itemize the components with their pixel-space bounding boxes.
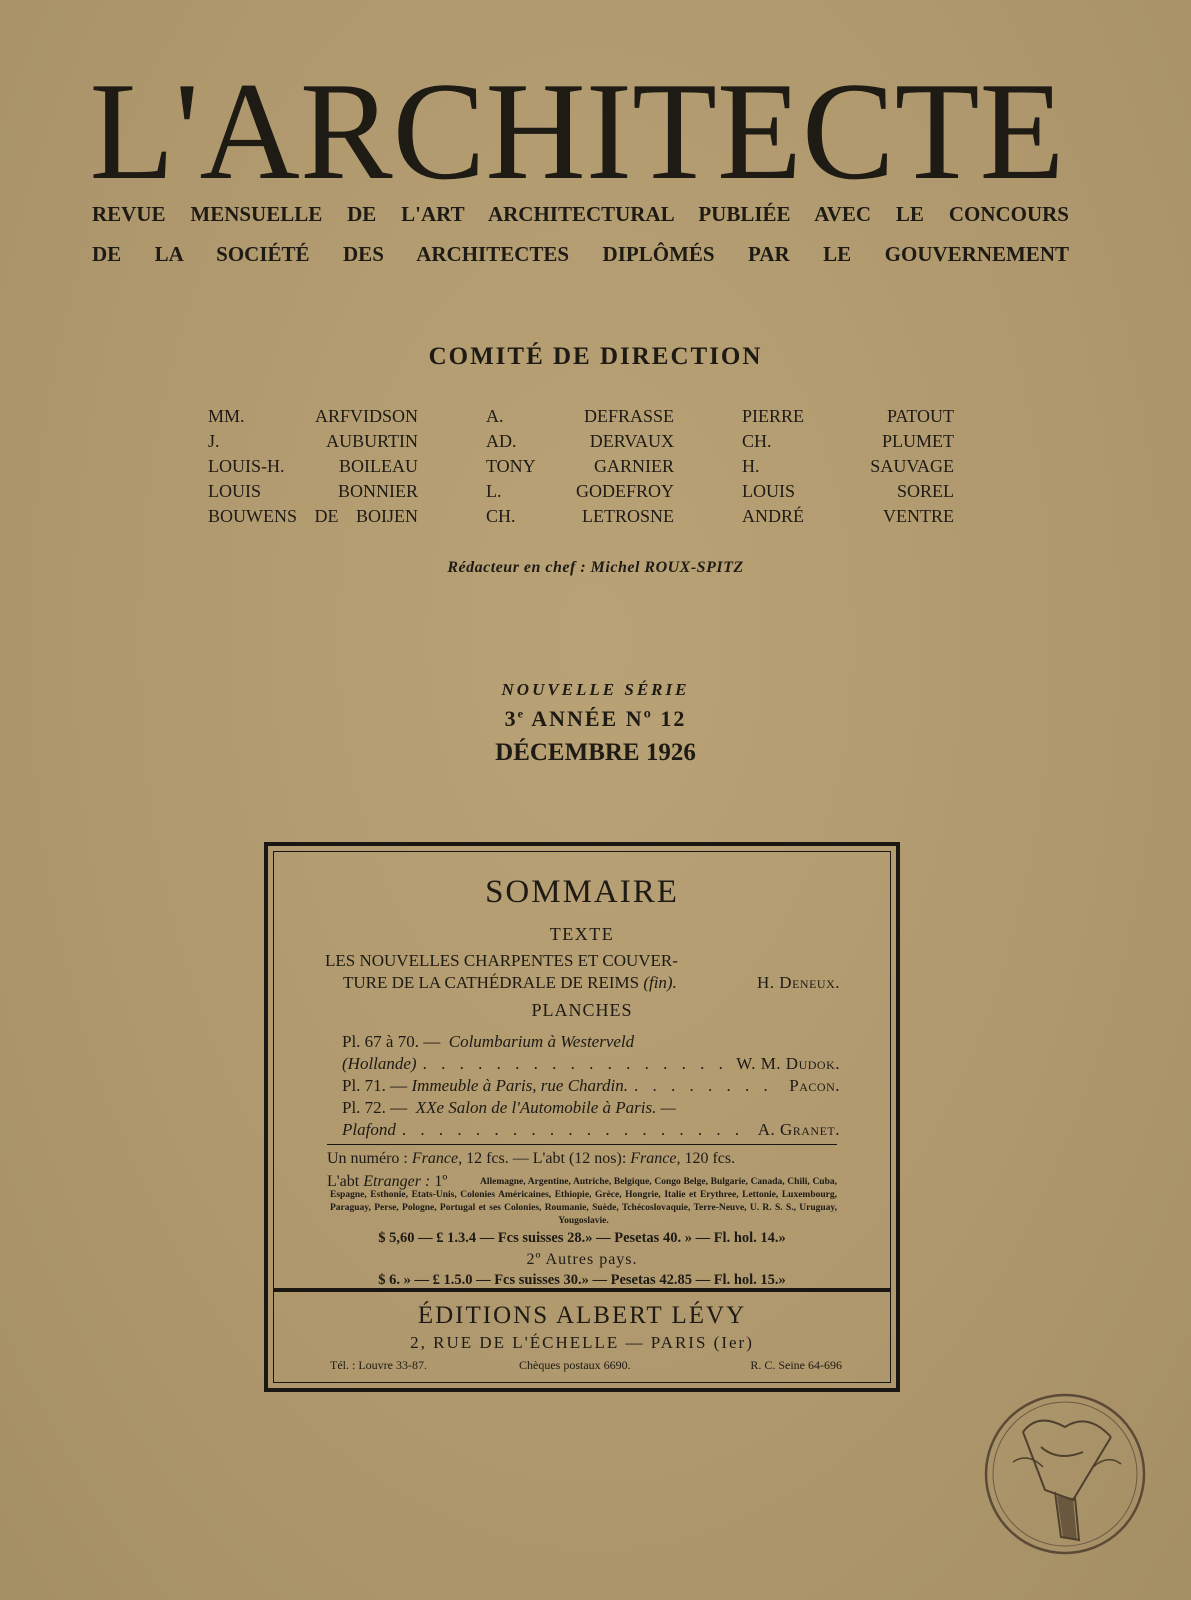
editeur-rc: R. C. Seine 64-696 [750,1358,842,1372]
masthead-title [85,62,1070,192]
comite-heading: COMITÉ DE DIRECTION [428,343,763,370]
library-stamp-icon [983,1392,1148,1557]
comite-member: H. SAUVAGE [742,456,954,476]
comite-member: J. AUBURTIN [208,431,418,451]
prix-etranger-2: $ 6. » — £ 1.5.0 — Fcs suisses 30.» — Pesetas 42.85 — Fl. hol. 15.» [378,1272,786,1288]
planche-72-sub: Plafond . . . A. Granet. [342,1120,840,1140]
comite-member: BOUWENS DE BOIJEN [208,506,418,526]
prix-numero: Un numéro : France, 12 fcs. — L'abt (12 nos): France, 120 fcs. [327,1150,736,1167]
comite-member: ANDRÉ VENTRE [742,506,954,526]
comite-member: A. DEFRASSE [486,406,674,426]
issue-date: DÉCEMBRE 1926 [495,739,696,766]
planche-72: Pl. 72. — XXe Salon de l'Automobile à Paris. — [342,1098,676,1117]
comite-column-2 [486,404,674,529]
comite-member: LOUIS SOREL [742,481,954,501]
comite-member: MM. ARFVIDSON [208,406,418,426]
redacteur-en-chef: Rédacteur en chef : Michel ROUX-SPITZ [447,559,744,576]
sommaire-box [264,842,900,1392]
abonnement-etranger: L'abt Etranger : 1º [327,1173,448,1190]
comite-member: LOUIS-H. BOILEAU [208,456,418,476]
comite-column-1 [208,404,418,529]
planche-71: Pl. 71. — Immeuble à Paris, rue Chardin. . . . Pacon. [342,1076,840,1096]
texte-article-line-1: LES NOUVELLES CHARPENTES ET COUVER- [325,951,678,970]
subtitle-line-1: REVUE MENSUELLE DE L'ART ARCHITECTURAL PUBLIÉE AVEC LE CONCOURS [92,202,1069,226]
prix-etranger-1: $ 5,60 — £ 1.3.4 — Fcs suisses 28.» — Pesetas 40. » — Fl. hol. 14.» [378,1230,786,1246]
comite-member: CH. PLUMET [742,431,954,451]
texte-article-line-2: TURE DE LA CATHÉDRALE DE REIMS (fin). H. Deneux. [343,973,840,992]
sommaire-heading: SOMMAIRE [485,874,679,910]
thick-divider [274,1288,890,1292]
comite-member: AD. DERVAUX [486,431,674,451]
editeur-telephone: Tél. : Louvre 33-87. [330,1358,427,1372]
subtitle-line-2: DE LA SOCIÉTÉ DES ARCHITECTES DIPLÔMÉS PAR LE GOUVERNEMENT [92,242,1069,266]
issue-number: 3e ANNÉE Nº 12 [504,706,687,731]
title-text: L'ARCHITECTE [89,62,1065,192]
planche-67-70: Pl. 67 à 70. — Columbarium à Westerveld [342,1032,635,1051]
editeur-address: 2, RUE DE L'ÉCHELLE — PARIS (Ier) [410,1333,754,1352]
comite-member: L. GODEFROY [486,481,674,501]
series-label: NOUVELLE SÉRIE [501,680,690,699]
comite-column-3 [742,404,954,529]
countries-list: Allemagne, Argentine, Autriche, Belgique, Congo Belge, Bulgarie, Canada, Chili, Cuba, Espagne, Esthonie, Etats-Unis, Colonies Américaines, Ethiopie, Grèce, Hongrie, Italie et Erythree, Lettonie, Luxembourg, Paraguay, Perse, Pologne, Portugal et ses Colonies, Roumanie, Suède, Tchécoslovaquie, Terre-Neuve, U. R. S. S., Uruguay, Yougoslavie. [330,1177,837,1226]
comite-member: TONY GARNIER [486,456,674,476]
editeur-cheques: Chèques postaux 6690. [519,1358,631,1372]
editeur-name: ÉDITIONS ALBERT LÉVY [417,1302,747,1329]
comite-member: PIERRE PATOUT [742,406,954,426]
divider [327,1144,837,1145]
texte-heading: TEXTE [549,924,615,944]
comite-member: LOUIS BONNIER [208,481,418,501]
comite-member: CH. LETROSNE [486,506,674,526]
planche-67-70-place: (Hollande) . . . W. M. Dudok. [342,1054,840,1074]
planches-heading: PLANCHES [531,1000,633,1020]
autres-pays: 2º Autres pays. [526,1251,638,1268]
